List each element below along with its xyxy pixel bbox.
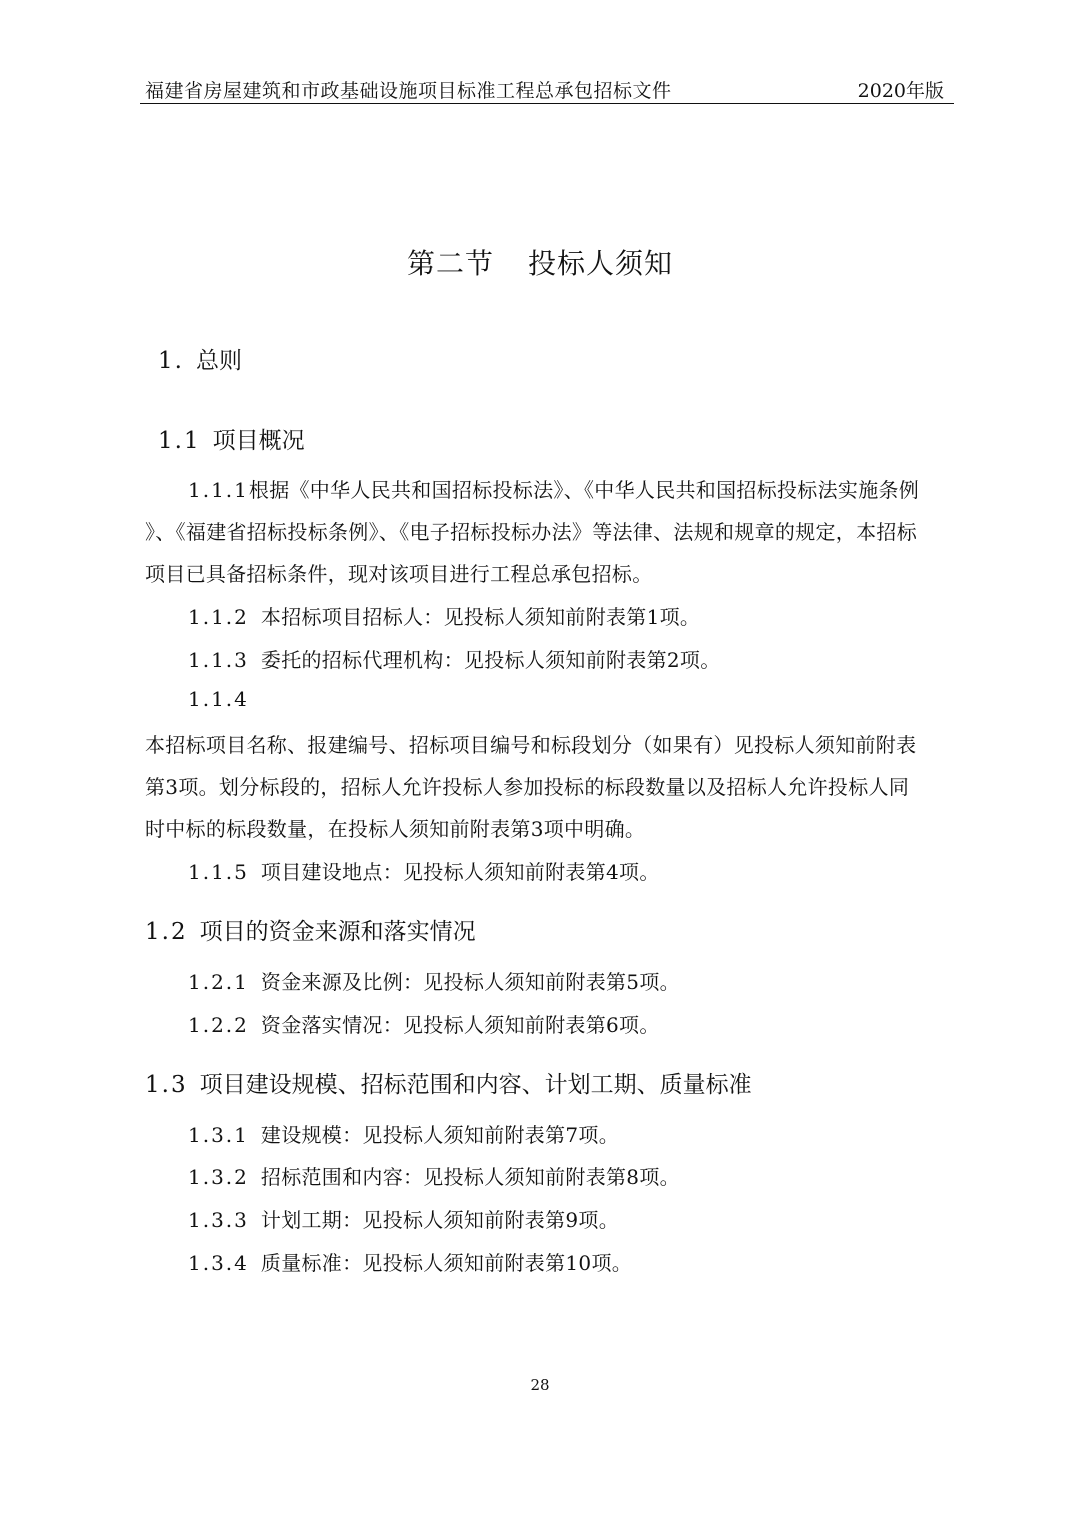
clause-text: 根据《中华人民共和国招标投标法》、《中华人民共和国招标投标法实施条例	[248, 478, 920, 502]
clause-number: 1.3.4	[188, 1251, 249, 1275]
paragraph-1-3-3	[188, 1204, 619, 1233]
clause-text: 质量标准：见投标人须知前附表第10项。	[260, 1251, 633, 1275]
clause-text: 项目建设地点：见投标人须知前附表第4项。	[260, 860, 660, 884]
paragraph-1-1-4-line-1: 本招标项目名称、报建编号、招标项目编号和标段划分（如果有）见投标人须知前附表	[145, 733, 917, 757]
heading-number: 1.	[158, 348, 184, 374]
clause-number: 1.1.3	[188, 648, 249, 672]
heading-text: 总则	[195, 348, 242, 374]
clause-text: 本招标项目招标人：见投标人须知前附表第1项。	[260, 605, 701, 629]
clause-number: 1.1.5	[188, 860, 249, 884]
clause-text: 计划工期：见投标人须知前附表第9项。	[260, 1208, 620, 1232]
paragraph-1-1-2	[188, 601, 700, 630]
page-number: 28	[530, 1376, 550, 1394]
header-doc-title: 福建省房屋建筑和市政基础设施项目标准工程总承包招标文件	[145, 80, 672, 102]
clause-number: 1.1.2	[188, 605, 249, 629]
heading-number: 1.2	[145, 919, 188, 945]
clause-text: 招标范围和内容：见投标人须知前附表第8项。	[260, 1165, 680, 1189]
paragraph-1-1-4-line-2: 第3项。划分标段的，招标人允许投标人参加投标的标段数量以及招标人允许投标人同	[145, 775, 910, 799]
heading-number: 1.1	[158, 428, 201, 454]
paragraph-1-3-1	[188, 1119, 619, 1148]
clause-number: 1.3.1	[188, 1123, 249, 1147]
section-heading: 投标人须知	[528, 247, 674, 280]
header-divider	[140, 103, 954, 104]
clause-number: 1.3.3	[188, 1208, 249, 1232]
heading-1-3	[145, 1066, 752, 1099]
heading-text: 项目建设规模、招标范围和内容、计划工期、质量标准	[199, 1072, 752, 1098]
paragraph-1-1-3	[188, 644, 721, 673]
heading-text: 项目概况	[212, 428, 305, 454]
paragraph-1-1-4-line-3: 时中标的标段数量，在投标人须知前附表第3项中明确。	[145, 817, 646, 841]
paragraph-1-2-1	[188, 966, 680, 995]
clause-number: 1.2.1	[188, 970, 249, 994]
clause-number: 1.3.2	[188, 1165, 249, 1189]
clause-number: 1.1.4	[188, 687, 249, 711]
clause-text: 资金来源及比例：见投标人须知前附表第5项。	[260, 970, 680, 994]
clause-number: 1.2.2	[188, 1013, 249, 1037]
heading-text: 项目的资金来源和落实情况	[199, 919, 476, 945]
clause-text: 资金落实情况：见投标人须知前附表第6项。	[260, 1013, 660, 1037]
section-label: 第二节	[406, 247, 494, 280]
heading-1-1	[158, 422, 305, 455]
clause-number: 1.1.1	[188, 478, 249, 502]
paragraph-1-3-4	[188, 1247, 632, 1276]
paragraph-1-1-1-line-3: 项目已具备招标条件，现对该项目进行工程总承包招标。	[145, 562, 653, 586]
paragraph-1-1-5	[188, 856, 660, 885]
paragraph-1-3-2	[188, 1161, 680, 1190]
heading-number: 1.3	[145, 1072, 188, 1098]
paragraph-1-1-4-number	[188, 687, 261, 711]
heading-general	[158, 342, 242, 375]
paragraph-1-1-1-line-2: 》、《福建省招标投标条例》、《电子招标投标办法》等法律、法规和规章的规定，本招标	[145, 520, 917, 544]
paragraph-1-2-2	[188, 1009, 660, 1038]
paragraph-1-1-1-line-1	[188, 474, 919, 503]
header-edition: 2020年版	[857, 80, 944, 102]
section-title	[0, 242, 1080, 282]
clause-text: 委托的招标代理机构：见投标人须知前附表第2项。	[260, 648, 721, 672]
heading-1-2	[145, 913, 476, 946]
clause-text: 建设规模：见投标人须知前附表第7项。	[260, 1123, 620, 1147]
